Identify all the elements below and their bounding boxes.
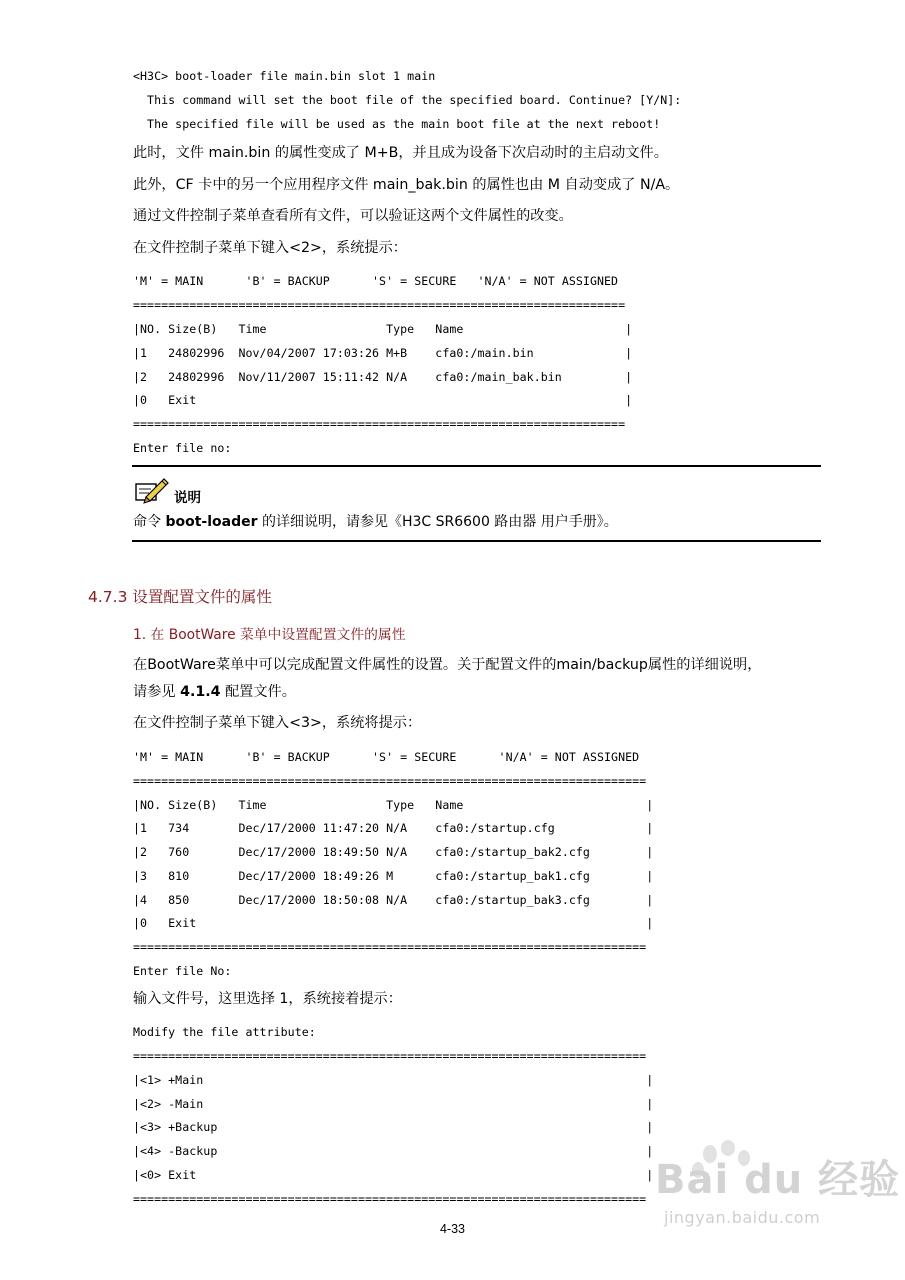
terminal-separator: ========================================================================= [133,774,647,788]
paragraph: 通过文件控制子菜单查看所有文件，可以验证这两个文件属性的改变。 [133,208,573,224]
para-text: 请参见 [133,684,181,700]
table-header: |NO. Size(B) Time Type Name | [133,798,654,812]
table-row: |1 24802996 Nov/04/2007 17:03:26 M+B cfa0:/main.bin | [133,346,633,360]
section-reference: 4.1.4 [180,684,221,700]
terminal-separator: ====================================================================== [133,417,626,431]
table-row: |2 760 Dec/17/2000 18:49:50 N/A cfa0:/startup_bak2.cfg | [133,845,654,859]
table-header: |NO. Size(B) Time Type Name | [133,322,633,336]
subsection-heading: 1. 在 BootWare 菜单中设置配置文件的属性 [133,627,406,643]
table-row: |0 Exit | [133,916,654,930]
paragraph: 在文件控制子菜单下键入<2>，系统提示： [133,240,407,256]
terminal-separator: ====================================================================== [133,298,626,312]
section-heading: 4.7.3 设置配置文件的属性 [88,588,272,606]
paragraph: 输入文件号，这里选择 1，系统接着提示： [133,991,402,1007]
cli-line: <H3C> boot-loader file main.bin slot 1 main [133,69,436,83]
note-text-prefix: 命令 [133,514,166,530]
terminal-separator: ========================================================================= [133,940,647,954]
menu-option: |<2> -Main | [133,1097,654,1111]
menu-option: |<4> -Backup | [133,1144,654,1158]
note-top-rule [132,465,821,467]
cli-line: The specified file will be used as the main boot file at the next reboot! [133,117,661,131]
cli-line: This command will set the boot file of the specified board. Continue? [Y/N]: [133,93,682,107]
terminal-separator: ========================================================================= [133,1049,647,1063]
menu-option: |<3> +Backup | [133,1120,654,1134]
table-row: |2 24802996 Nov/11/2007 15:11:42 N/A cfa0:/main_bak.bin | [133,370,633,384]
terminal-legend: 'M' = MAIN 'B' = BACKUP 'S' = SECURE 'N/A' = NOT ASSIGNED [133,274,619,288]
terminal-legend: 'M' = MAIN 'B' = BACKUP 'S' = SECURE 'N/A' = NOT ASSIGNED [133,750,640,764]
paragraph: 在文件控制子菜单下键入<3>，系统将提示： [133,715,422,731]
table-row: |0 Exit | [133,393,633,407]
paragraph: 此时，文件 main.bin 的属性变成了 M+B，并且成为设备下次启动时的主启动文件。 [133,145,668,161]
note-text-suffix: 的详细说明，请参见《H3C SR6600 路由器 用户手册》。 [257,514,618,530]
table-row: |1 734 Dec/17/2000 11:47:20 N/A cfa0:/startup.cfg | [133,821,654,835]
paragraph: 此外，CF 卡中的另一个应用程序文件 main_bak.bin 的属性也由 M 自动变成了 N/A。 [133,177,680,193]
table-row: |3 810 Dec/17/2000 18:49:26 M cfa0:/startup_bak1.cfg | [133,869,654,883]
menu-option: |<0> Exit | [133,1168,654,1182]
note-command: boot-loader [165,514,258,530]
note-title: 说明 [174,490,201,506]
note-bottom-rule [132,540,821,542]
terminal-separator: ========================================================================= [133,1192,647,1206]
paragraph [133,683,296,701]
note-text [133,513,618,531]
watermark-url: jingyan.baidu.com [664,1208,821,1227]
page-number: 4-33 [439,1222,466,1236]
note-pencil-icon [134,475,170,505]
terminal-prompt: Enter file No: [133,964,232,978]
table-row: |4 850 Dec/17/2000 18:50:08 N/A cfa0:/startup_bak3.cfg | [133,893,654,907]
terminal-line: Modify the file attribute: [133,1025,316,1039]
menu-option: |<1> +Main | [133,1073,654,1087]
watermark-brand: Bai du 经验 [655,1157,901,1203]
para-text: 配置文件。 [220,684,296,700]
paragraph: 在BootWare菜单中可以完成配置文件属性的设置。关于配置文件的main/backup属性的详细说明， [133,657,762,673]
terminal-prompt: Enter file no: [133,441,232,455]
